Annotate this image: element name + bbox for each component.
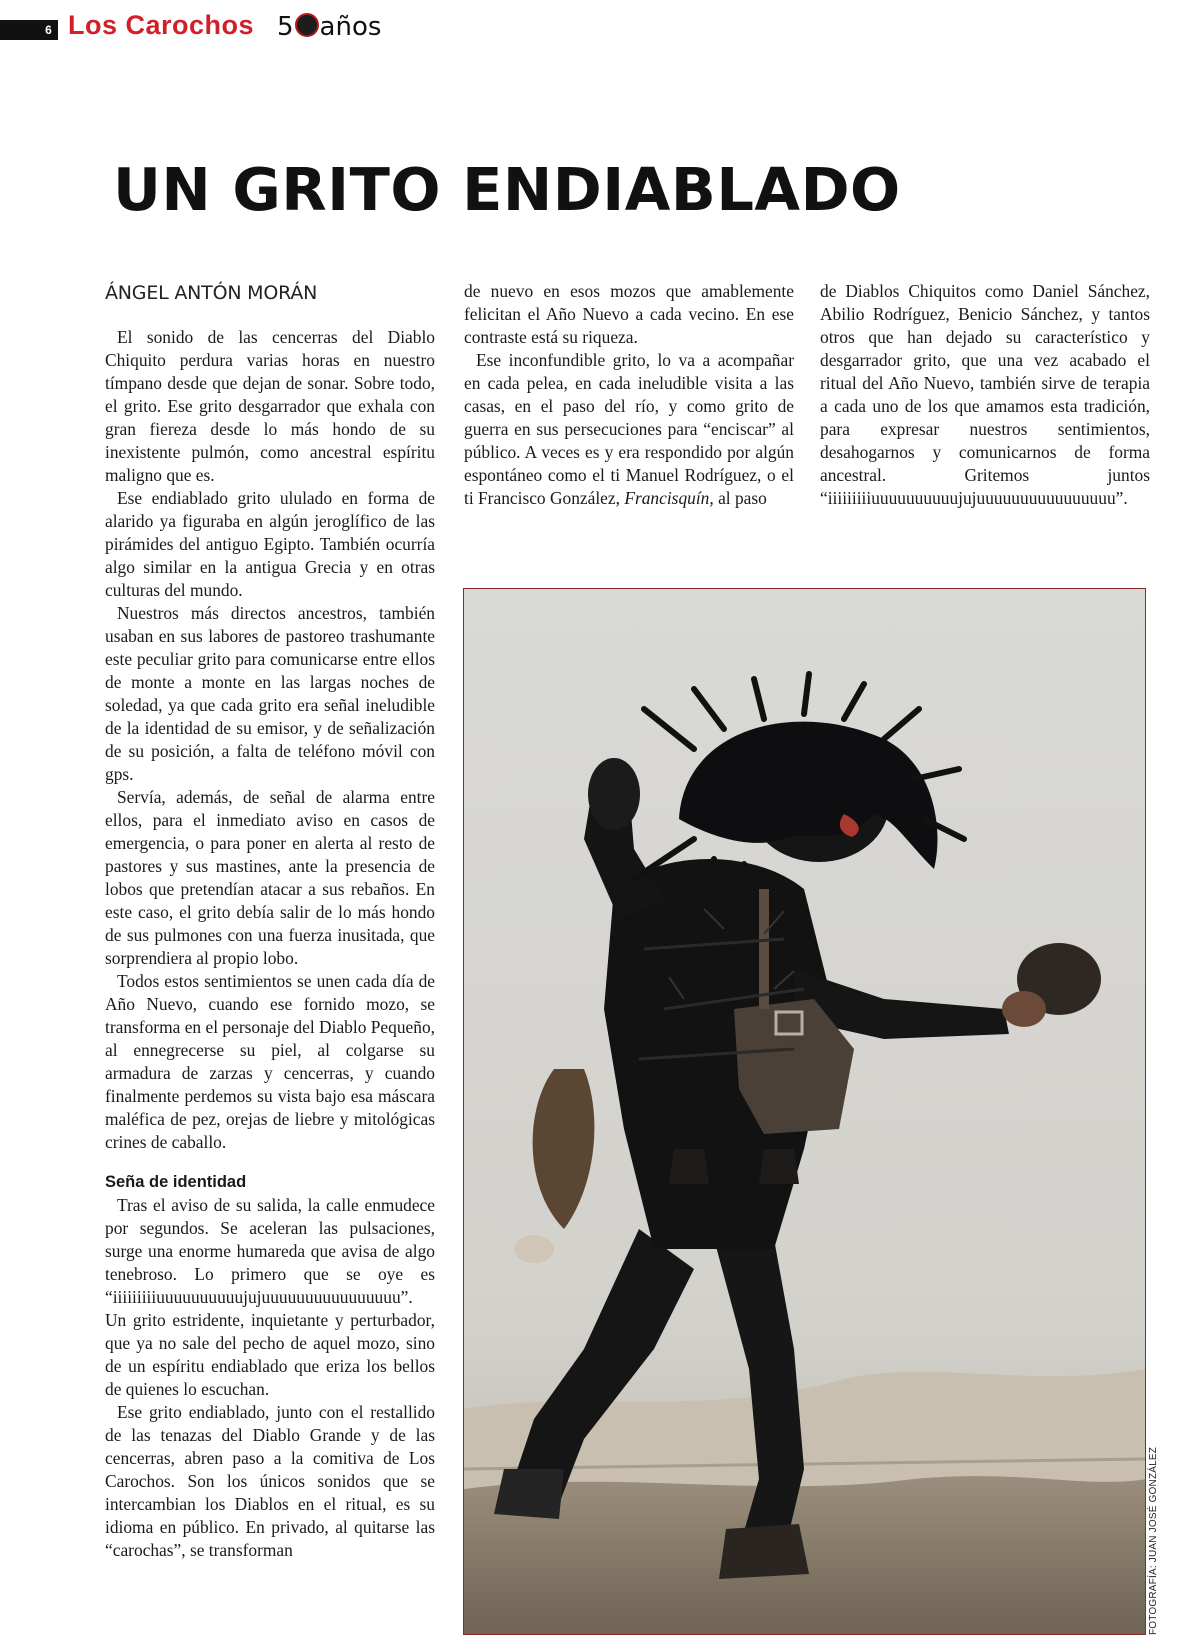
paragraph: de nuevo en esos mozos que amablemente felicitan el Año Nuevo a cada vecino. En ese contraste está su riqueza. [464,281,794,347]
paragraph: Ese grito endiablado, junto con el restallido de las tenazas del Diablo Grande y de las cencerras, abren paso a la comitiva de Los Carochos. Son los únicos sonidos que se intercambian los Diablos en el ritual, es su idioma en público. En privado, al quitarse las “carochas”, se transforman [105,1402,435,1560]
carocho-mask-seal-icon [295,13,319,37]
italic-name: Francisquín, [624,488,714,508]
diablo-photo [463,588,1146,1635]
page-number: 6 [40,22,57,39]
paragraph [464,349,794,510]
paragraph: El sonido de las cencerras del Diablo Chiquito perdura varias horas en nuestro tímpano desde que dejan de sonar. Sobre todo, el grito. Ese grito desgarrador que exhala con gran fiereza desde lo más hondo de su inexistente pulmón, como ancestral espíritu maligno que es. [105,327,435,485]
text-column-2 [464,280,794,510]
paragraph: Servía, además, de señal de alarma entre ellos, para el inmediato aviso en casos de emergencia, o para poner en alerta al resto de pastores y sus mastines, ante la presencia de lobos que pretendían atacar a sus rebaños. En este caso, el grito debía salir de lo más hondo de sus pulmones con una fuerza inusitada, que sorprendiera al propio lobo. [105,787,435,968]
photo-credit: FOTOGRAFÍA: JUAN JOSÉ GONZÁLEZ [1148,1446,1159,1635]
paragraph: Todos estos sentimientos se unen cada día de Año Nuevo, cuando ese fornido mozo, se transforma en el personaje del Diablo Pequeño, al ennegrecerse su piel, al colgarse su armadura de zarzas y cencerras, y cuando finalmente perdemos su vista bajo esa máscara maléfica de pez, orejas de liebre y mitológicas crines de caballo. [105,971,435,1152]
paragraph: Ese endiablado grito ululado en forma de alarido ya figuraba en algún jeroglífico de las pirámides del antiguo Egipto. También ocurría algo similar en la antigua Grecia y en otras culturas del mundo. [105,488,435,600]
paragraph: Tras el aviso de su salida, la calle enmudece por segundos. Se aceleran las pulsaciones, surge una enorme humareda que avisa de algo tenebroso. Lo primero que se oye es “iiiiiiiiiuuuuuuuuuujujuuuuuuuuuuuuuuuu”. Un grito estridente, inquietante y perturbador, que ya no sale del pecho de aquel mozo, sino de un espíritu endiablado que eriza los bellos de quienes lo escuchan. [105,1195,435,1399]
paragraph: Nuestros más directos ancestros, también usaban en sus labores de pastoreo trashumante este peculiar grito para comunicarse entre ellos de monte a monte en las largas noches de soledad, ya que cada grito era señal ineludible de la identidad de su emisor, y de señalización de su posición, a falta de teléfono móvil con gps. [105,603,435,784]
subheading: Seña de identidad [105,1173,247,1191]
brand-name: Los Carochos [68,10,255,40]
paragraph-tail: al paso [713,488,767,508]
diablo-chiquito-illustration [464,589,1146,1635]
author-byline: ÁNGEL ANTÓN MORÁN [105,282,318,304]
text-column-3 [820,280,1150,510]
paragraph: de Diablos Chiquitos como Daniel Sánchez, Abilio Rodríguez, Benicio Sánchez, y tantos otros que han dejado su característico y desgarrador grito, que una vez acabado el ritual del Año Nuevo, también sirve de terapia a cada uno de los que amamos esta tradición, para expresar nuestros sentimientos, desahogarnos y comunicarnos de forma ancestral. Gritemos juntos “iiiiiiiiiuuuuuuuuuujujuuuuuuuuuuuuuuuu”. [820,281,1150,508]
paragraph-text: Ese inconfundible grito, lo va a acompañar en cada pelea, en cada ineludible visita a las casas, en el paso del río, y como grito de guerra en sus persecuciones para “enciscar” al público. A veces es y era respondido por algún espontáneo como el ti Manuel Rodríguez, o el ti Francisco González, [464,350,794,508]
article-title: UN GRITO ENDIABLADO [113,155,901,224]
anniversary-suffix: años [319,12,382,42]
text-column-1 [105,326,435,1562]
anniversary-label [277,12,381,42]
anniversary-prefix: 5 [277,12,294,42]
